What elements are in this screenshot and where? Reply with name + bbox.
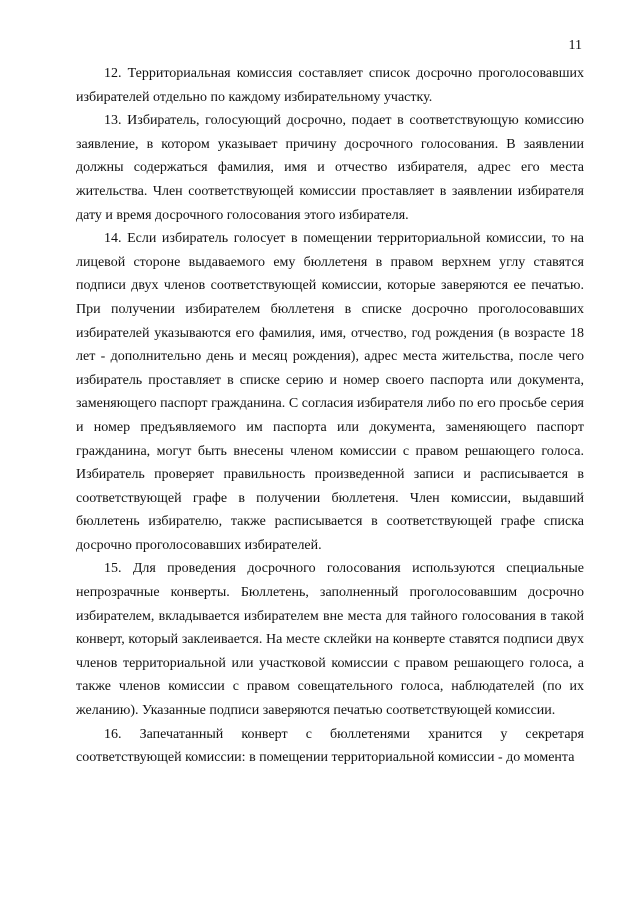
paragraph-13: 13. Избиратель, голосующий досрочно, подает в соответствующую комиссию заявление, в котором указывает причину досрочного голосования. В заявлении должны содержаться фамилия, имя и отчество избирателя, адрес его места жительства. Член соответствующей комиссии проставляет в заявлении избирателя дату и время досрочного голосования этого избирателя. [76,113,584,223]
page-number: 11 [568,38,582,53]
document-body [76,62,584,770]
paragraph-12: 12. Территориальная комиссия составляет список досрочно проголосовавших избирателей отдельно по каждому избирательному участку. [76,66,584,105]
paragraph-16: 16. Запечатанный конверт с бюллетенями хранится у секретаря соответствующей комиссии: в помещении территориальной комиссии - до момента [76,726,584,766]
paragraph-15: 15. Для проведения досрочного голосования используются специальные непрозрачные конверты. Бюллетень, заполненный проголосовавшим досрочно избирателем, вкладывается избирателем вне места для тайного голосования в такой конверт, который заклеивается. На месте склейки на конверте ставятся подписи двух членов территориальной или участковой комиссии с правом решающего голоса, а также членов комиссии с правом совещательного голоса, наблюдателей (по их желанию). Указанные подписи заверяются печатью соответствующей комиссии. [76,561,584,719]
paragraph-14: 14. Если избиратель голосует в помещении территориальной комиссии, то на лицевой стороне выдаваемого ему бюллетеня в правом верхнем углу ставятся подписи двух членов соответствующей комиссии, которые заверяются ее печатью. При получении избирателем бюллетеня в списке досрочно проголосовавших избирателей указываются его фамилия, имя, отчество, год рождения (в возрасте 18 лет - дополнительно день и месяц рождения), адрес места жительства, после чего избиратель проставляет в списке серию и номер своего паспорта или документа, заменяющего паспорт гражданина. С согласия избирателя либо по его просьбе серия и номер предъявляемого им паспорта или документа, заменяющего паспорт гражданина, могут быть внесены членом комиссии с правом решающего голоса. Избиратель проверяет правильность произведенной записи и расписывается в соответствующей графе в получении бюллетеня. Член комиссии, выдавший бюллетень избирателю, также расписывается в соответствующей графе списка досрочно проголосовавших избирателей. [76,231,584,553]
